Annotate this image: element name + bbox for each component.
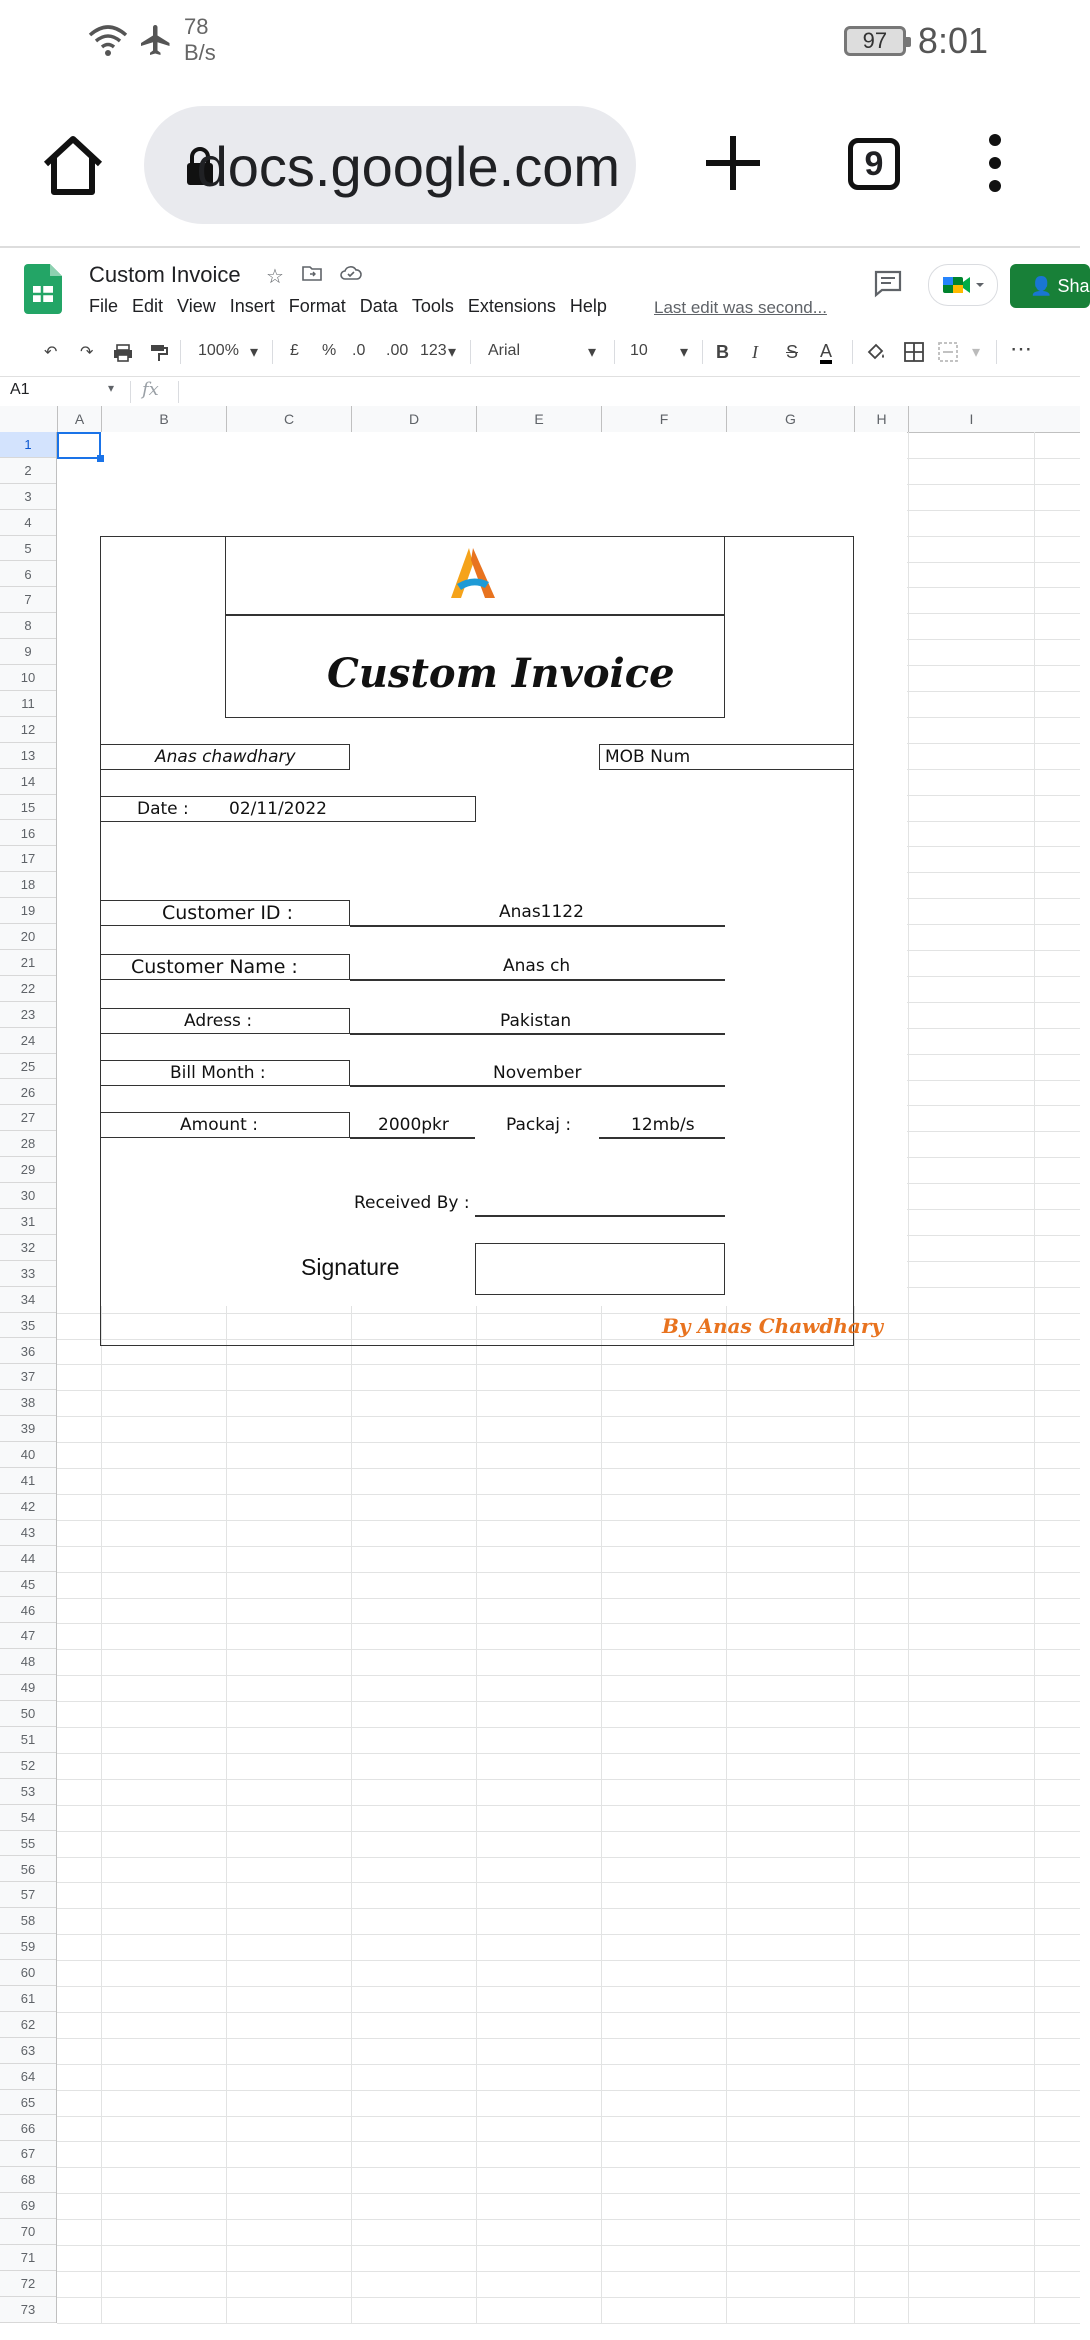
customer-name-value: Anas ch [503, 956, 571, 976]
address-underline [350, 1033, 725, 1035]
row-header[interactable]: 46 [0, 1598, 56, 1624]
row-header[interactable]: 5 [0, 536, 56, 562]
font-chevron-icon[interactable]: ▾ [588, 344, 597, 361]
comment-icon[interactable] [874, 270, 902, 296]
gridline [57, 1701, 1080, 1702]
toolbar-separator [702, 340, 703, 364]
row-header[interactable]: 11 [0, 691, 56, 717]
row-header[interactable]: 62 [0, 2012, 56, 2038]
star-icon[interactable]: ☆ [266, 266, 284, 288]
zoom-select[interactable]: 100% [198, 342, 239, 359]
gridline [57, 2219, 1080, 2220]
gridline [57, 1779, 1080, 1780]
gridline [57, 1390, 1080, 1391]
document-title[interactable]: Custom Invoice [89, 262, 241, 287]
gridline [57, 1857, 1080, 1858]
battery-icon: 97 [844, 26, 906, 56]
row-header[interactable]: 55 [0, 1831, 56, 1857]
font-size-select[interactable]: 10 [630, 342, 648, 359]
font-select[interactable]: Arial [488, 342, 521, 359]
row-header[interactable]: 52 [0, 1753, 56, 1779]
tab-switcher-button[interactable]: 9 [848, 138, 900, 190]
clock: 8:01 [917, 20, 988, 61]
address-label: Adress : [184, 1011, 253, 1031]
more-options-icon[interactable]: ⋯ [1010, 336, 1032, 361]
row-header[interactable]: 33 [0, 1261, 56, 1287]
address-value: Pakistan [500, 1011, 572, 1031]
row-header[interactable]: 54 [0, 1805, 56, 1831]
decrease-decimal-button[interactable]: .0 [352, 342, 366, 359]
print-icon[interactable] [113, 344, 133, 362]
last-edit-link[interactable]: Last edit was second... [654, 298, 827, 317]
row-header[interactable]: 1 [0, 432, 56, 458]
toolbar-separator [852, 340, 853, 364]
gridline [57, 1546, 1080, 1547]
row-header[interactable]: 41 [0, 1468, 56, 1494]
number-format-chevron-icon[interactable]: ▾ [448, 344, 457, 361]
row-header[interactable]: 18 [0, 872, 56, 898]
gridline [57, 1623, 1080, 1624]
row-header[interactable]: 35 [0, 1313, 56, 1339]
formula-bar [0, 376, 1080, 408]
row-header[interactable]: 45 [0, 1572, 56, 1598]
row-header[interactable]: 56 [0, 1857, 56, 1883]
gridline [57, 1882, 1080, 1883]
merge-chevron-icon[interactable]: ▾ [972, 344, 981, 361]
move-folder-icon[interactable] [302, 264, 322, 282]
menu-data[interactable]: Data [359, 296, 398, 316]
sheets-logo-icon[interactable] [24, 264, 62, 314]
row-header[interactable]: 66 [0, 2116, 56, 2142]
formula-separator [130, 381, 131, 403]
date-label: Date : [137, 799, 189, 819]
row-header[interactable]: 27 [0, 1105, 56, 1131]
column-header-f[interactable]: F [601, 406, 726, 432]
gridline [57, 1805, 1080, 1806]
column-header-b[interactable]: B [101, 406, 226, 432]
gridline [57, 1649, 1080, 1650]
row-header[interactable]: 60 [0, 1960, 56, 1986]
row-header[interactable]: 10 [0, 665, 56, 691]
row-header[interactable]: 21 [0, 950, 56, 976]
column-header-i[interactable]: I [908, 406, 1034, 432]
row-header[interactable]: 58 [0, 1908, 56, 1934]
menu-help[interactable]: Help [569, 296, 607, 316]
signature-box [475, 1243, 725, 1295]
status-right [844, 20, 988, 62]
row-header[interactable]: 24 [0, 1028, 56, 1054]
row-header[interactable]: 42 [0, 1494, 56, 1520]
network-speed-unit: B/s [184, 40, 216, 65]
gridline [57, 2141, 1080, 2142]
gridline [57, 1986, 1080, 1987]
selected-cell-a1[interactable] [57, 432, 101, 459]
gridline [57, 1416, 1080, 1417]
sheets-header [0, 250, 1090, 330]
toolbar-separator [470, 340, 471, 364]
formula-input[interactable] [186, 379, 1066, 405]
row-header[interactable]: 19 [0, 898, 56, 924]
row-header[interactable]: 15 [0, 795, 56, 821]
cloud-status-icon[interactable] [340, 264, 362, 282]
row-header[interactable]: 17 [0, 846, 56, 872]
bill-month-underline [350, 1085, 725, 1087]
column-header-e[interactable]: E [476, 406, 601, 432]
row-header[interactable]: 31 [0, 1209, 56, 1235]
strikethrough-button[interactable]: S [786, 342, 799, 362]
increase-decimal-button[interactable]: .00 [386, 342, 409, 359]
column-header-c[interactable]: C [226, 406, 351, 432]
gridline [57, 2012, 1080, 2013]
row-header[interactable]: 61 [0, 1986, 56, 2012]
gridline [57, 2245, 1080, 2246]
status-bar [0, 0, 1080, 80]
row-header[interactable]: 20 [0, 924, 56, 950]
number-format-button[interactable]: 123 [420, 342, 447, 359]
row-header[interactable]: 23 [0, 1002, 56, 1028]
column-header-h[interactable]: H [854, 406, 908, 432]
row-header[interactable]: 25 [0, 1054, 56, 1080]
overflow-menu-icon[interactable] [980, 130, 1010, 196]
row-header[interactable]: 50 [0, 1701, 56, 1727]
row-header[interactable]: 49 [0, 1675, 56, 1701]
gridline [57, 1494, 1080, 1495]
received-by-label: Received By : [354, 1193, 470, 1213]
company-name: Anas chawdhary [155, 747, 296, 767]
row-header[interactable]: 69 [0, 2193, 56, 2219]
row-header[interactable]: 7 [0, 587, 56, 613]
address-bar[interactable] [144, 106, 636, 224]
menu-tools[interactable]: Tools [411, 296, 454, 316]
gridline [57, 2167, 1080, 2168]
currency-format-button[interactable]: £ [290, 342, 299, 359]
fill-color-icon[interactable] [866, 342, 886, 362]
row-header[interactable]: 38 [0, 1390, 56, 1416]
status-left [88, 14, 216, 66]
gridline [57, 1908, 1080, 1909]
gridline [57, 1468, 1080, 1469]
meet-button[interactable] [928, 264, 998, 306]
author-byline: By Anas Chawdhary [662, 1314, 884, 1338]
gridline [57, 2193, 1080, 2194]
row-header[interactable]: 26 [0, 1080, 56, 1106]
gridline [57, 2271, 1080, 2272]
row-header[interactable]: 14 [0, 769, 56, 795]
signature-label: Signature [301, 1254, 400, 1280]
row-header[interactable]: 29 [0, 1157, 56, 1183]
gridline [57, 1598, 1080, 1599]
browser-divider [0, 246, 1080, 248]
received-by-underline [475, 1215, 725, 1217]
column-header-g[interactable]: G [726, 406, 854, 432]
bill-month-label: Bill Month : [170, 1063, 266, 1083]
gridline [57, 1572, 1080, 1573]
meet-icon [929, 265, 997, 305]
bill-month-value: November [493, 1063, 582, 1083]
row-header[interactable]: 65 [0, 2090, 56, 2116]
fill-handle[interactable] [97, 455, 104, 462]
gridline [57, 1442, 1080, 1443]
column-header-d[interactable]: D [351, 406, 476, 432]
gridline [57, 1934, 1080, 1935]
row-header[interactable]: 22 [0, 976, 56, 1002]
row-header[interactable]: 73 [0, 2297, 56, 2323]
mob-label: MOB Num [605, 747, 691, 767]
amount-underline [350, 1137, 475, 1139]
undo-icon[interactable]: ↶ [44, 344, 58, 361]
row-header[interactable]: 37 [0, 1364, 56, 1390]
toolbar-separator [614, 340, 615, 364]
invoice-title: Custom Invoice [327, 650, 675, 697]
menu-extensions[interactable]: Extensions [467, 296, 556, 316]
borders-icon[interactable] [904, 342, 924, 362]
gridline [57, 2038, 1080, 2039]
merge-cells-icon[interactable] [938, 342, 958, 362]
browser-toolbar [0, 100, 1080, 230]
row-header[interactable]: 12 [0, 717, 56, 743]
row-header[interactable]: 72 [0, 2271, 56, 2297]
row-header[interactable]: 16 [0, 821, 56, 847]
row-headers [0, 432, 57, 2323]
share-button[interactable] [1010, 264, 1090, 308]
cell-area[interactable] [57, 432, 1080, 2340]
url-text: docs.google.com [196, 135, 620, 198]
gridline [57, 1727, 1080, 1728]
gridline [57, 1831, 1080, 1832]
redo-icon[interactable]: ↷ [80, 344, 94, 361]
row-header[interactable]: 53 [0, 1779, 56, 1805]
customer-id-label: Customer ID : [162, 902, 294, 924]
share-icon: 👤 [1030, 276, 1053, 296]
row-header[interactable]: 40 [0, 1442, 56, 1468]
network-speed [184, 14, 216, 66]
title-icons [266, 264, 362, 289]
row-header[interactable]: 63 [0, 2038, 56, 2064]
row-header[interactable]: 3 [0, 484, 56, 510]
network-speed-value: 78 [184, 14, 209, 39]
gridline [1034, 432, 1035, 2323]
menu-file[interactable]: File [89, 296, 119, 316]
row-header[interactable]: 6 [0, 562, 56, 588]
zoom-chevron-icon[interactable]: ▾ [250, 344, 259, 361]
toolbar-separator [272, 340, 273, 364]
company-logo-icon [445, 544, 501, 602]
row-header[interactable]: 34 [0, 1287, 56, 1313]
spreadsheet-grid[interactable] [0, 406, 1080, 2340]
row-header[interactable]: 70 [0, 2219, 56, 2245]
name-box[interactable]: A1 [10, 381, 30, 398]
italic-button[interactable]: I [752, 342, 758, 362]
gridline [57, 2323, 1080, 2324]
new-tab-icon[interactable] [700, 130, 766, 196]
row-header[interactable]: 71 [0, 2245, 56, 2271]
formula-separator [178, 381, 179, 403]
row-header[interactable]: 57 [0, 1882, 56, 1908]
row-header[interactable]: 51 [0, 1727, 56, 1753]
gridline [57, 1960, 1080, 1961]
row-header[interactable]: 2 [0, 458, 56, 484]
toolbar-separator [180, 340, 181, 364]
font-size-chevron-icon[interactable]: ▾ [680, 344, 689, 361]
customer-id-value: Anas1122 [499, 902, 584, 922]
menu-view[interactable]: View [177, 296, 216, 316]
home-icon[interactable] [38, 130, 108, 200]
fx-icon: fx [142, 379, 159, 400]
menu-bar [89, 296, 621, 317]
bold-button[interactable]: B [716, 342, 729, 362]
customer-name-label: Customer Name : [131, 956, 298, 978]
menu-insert[interactable]: Insert [229, 296, 275, 316]
row-header[interactable]: 8 [0, 613, 56, 639]
menu-edit[interactable]: Edit [132, 296, 164, 316]
menu-format[interactable]: Format [288, 296, 346, 316]
row-header[interactable]: 43 [0, 1520, 56, 1546]
row-header[interactable]: 13 [0, 743, 56, 769]
airplane-icon [138, 22, 174, 58]
gridline [57, 2090, 1080, 2091]
formatting-toolbar [0, 330, 1080, 374]
gridline [57, 1364, 1080, 1365]
row-header[interactable]: 48 [0, 1649, 56, 1675]
toolbar-separator [996, 340, 997, 364]
gridline [908, 432, 909, 2323]
gridline [57, 1753, 1080, 1754]
row-header[interactable]: 47 [0, 1623, 56, 1649]
row-header[interactable]: 4 [0, 510, 56, 536]
row-header[interactable]: 59 [0, 1934, 56, 1960]
customer-name-underline [350, 979, 725, 981]
gridline [57, 2297, 1080, 2298]
row-header[interactable]: 67 [0, 2141, 56, 2167]
wifi-icon [88, 23, 128, 57]
row-header[interactable]: 68 [0, 2167, 56, 2193]
row-header[interactable]: 64 [0, 2064, 56, 2090]
header-divider [225, 614, 725, 616]
gridline [57, 1675, 1080, 1676]
column-headers [0, 406, 1080, 433]
percent-format-button[interactable]: % [322, 342, 337, 359]
row-header[interactable]: 44 [0, 1546, 56, 1572]
name-box-chevron-icon[interactable]: ▾ [108, 381, 115, 395]
gridline [57, 2116, 1080, 2117]
package-label: Packaj : [506, 1115, 572, 1135]
amount-value: 2000pkr [378, 1115, 449, 1135]
row-header[interactable]: 36 [0, 1339, 56, 1365]
share-label: Sha [1057, 276, 1090, 296]
text-color-button[interactable]: A [820, 342, 832, 364]
column-header-a[interactable]: A [57, 406, 101, 432]
row-header[interactable]: 28 [0, 1131, 56, 1157]
package-value: 12mb/s [631, 1115, 695, 1135]
date-value: 02/11/2022 [229, 799, 327, 819]
paint-format-icon[interactable] [150, 344, 168, 362]
row-header[interactable]: 9 [0, 639, 56, 665]
row-header[interactable]: 30 [0, 1183, 56, 1209]
amount-label: Amount : [180, 1115, 258, 1135]
customer-id-underline [350, 925, 725, 927]
row-header[interactable]: 39 [0, 1416, 56, 1442]
row-header[interactable]: 32 [0, 1235, 56, 1261]
package-underline [599, 1137, 725, 1139]
gridline [57, 2064, 1080, 2065]
gridline [57, 1520, 1080, 1521]
